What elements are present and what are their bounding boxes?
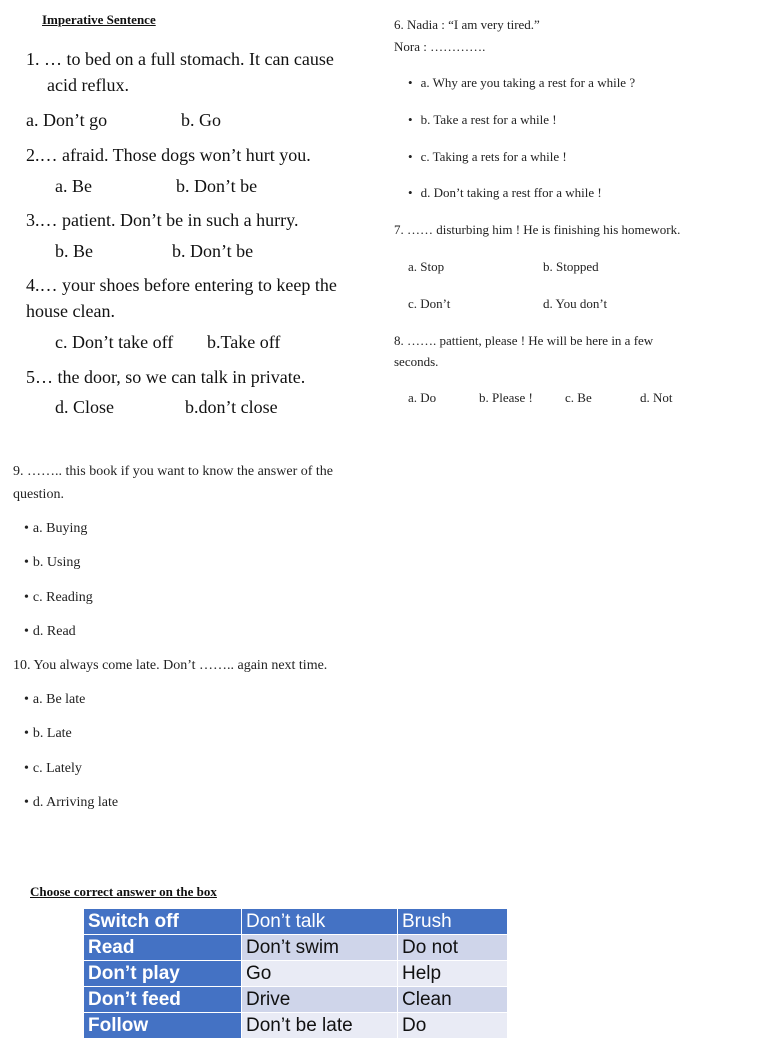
- answer-box-title: Choose correct answer on the box: [30, 884, 217, 899]
- question-9-line2: question.: [13, 487, 64, 502]
- question-9-line1: 9. …….. this book if you want to know the answer of the: [13, 464, 334, 479]
- question-5-option-b: b.don’t close: [185, 397, 278, 417]
- answer-box-row: [84, 987, 508, 1013]
- answer-box-cell: Brush: [398, 909, 508, 935]
- question-5-option-a: d. Close: [55, 397, 115, 417]
- question-6-option-d: • d. Don’t taking a rest ffor a while !: [408, 185, 602, 201]
- question-7-text: 7. …… disturbing him ! He is finishing his homework.: [394, 222, 681, 237]
- answer-box-table: [83, 908, 508, 1039]
- question-8-line1: 8. ……. pattient, please ! He will be here in a few: [394, 333, 654, 348]
- question-1-line2: acid reflux.: [47, 75, 129, 95]
- answer-box-row: [84, 935, 508, 961]
- question-8-option-b: b. Please !: [479, 390, 533, 405]
- answer-box-cell: Don’t play: [84, 961, 242, 987]
- question-7-option-c: c. Don’t: [408, 296, 451, 311]
- question-6-line1: 6. Nadia : “I am very tired.”: [394, 17, 540, 32]
- answer-box-cell: Help: [398, 961, 508, 987]
- question-10-option-a: • a. Be late: [24, 692, 85, 708]
- worksheet-title: Imperative Sentence: [42, 12, 156, 27]
- question-1-option-a: a. Don’t go: [26, 110, 108, 130]
- question-8-line2: seconds.: [394, 354, 439, 369]
- answer-box-cell: Read: [84, 935, 242, 961]
- question-6-option-a: • a. Why are you taking a rest for a while ?: [408, 75, 635, 91]
- question-4-option-a: c. Don’t take off: [55, 332, 174, 352]
- answer-box-cell: Follow: [84, 1013, 242, 1039]
- answer-box-cell: Don’t feed: [84, 987, 242, 1013]
- question-4-line1: 4.… your shoes before entering to keep the: [26, 275, 337, 295]
- answer-box-cell: Switch off: [84, 909, 242, 935]
- question-9-option-b: • b. Using: [24, 555, 80, 571]
- answer-box-row: [84, 1013, 508, 1039]
- question-2-line1: 2.… afraid. Those dogs won’t hurt you.: [26, 145, 311, 165]
- answer-box-row: [84, 961, 508, 987]
- question-7-option-a: a. Stop: [408, 259, 445, 274]
- answer-box-cell: Clean: [398, 987, 508, 1013]
- question-9-option-a: • a. Buying: [24, 521, 87, 537]
- question-9-option-c: • c. Reading: [24, 590, 93, 606]
- question-2-option-b: b. Don’t be: [176, 176, 258, 196]
- question-10-option-c: • c. Lately: [24, 761, 82, 777]
- answer-box-cell: Don’t talk: [242, 909, 398, 935]
- question-3-option-a: b. Be: [55, 241, 93, 261]
- question-8-option-a: a. Do: [408, 390, 437, 405]
- question-4-option-b: b.Take off: [207, 332, 281, 352]
- question-1-line1: 1. … to bed on a full stomach. It can cause: [26, 49, 334, 69]
- answer-box-row: [84, 909, 508, 935]
- question-9-option-d: • d. Read: [24, 624, 76, 640]
- question-3-line1: 3.… patient. Don’t be in such a hurry.: [26, 210, 299, 230]
- question-10-option-b: • b. Late: [24, 726, 72, 742]
- question-4-line2: house clean.: [26, 301, 115, 321]
- question-5-line1: 5… the door, so we can talk in private.: [26, 367, 306, 387]
- answer-box-cell: Don’t swim: [242, 935, 398, 961]
- question-1-option-b: b. Go: [181, 110, 221, 130]
- question-6-option-b: • b. Take a rest for a while !: [408, 112, 557, 128]
- answer-box-cell: Drive: [242, 987, 398, 1013]
- question-6-line2: Nora : ………….: [394, 39, 486, 54]
- question-2-option-a: a. Be: [55, 176, 92, 196]
- question-10-text: 10. You always come late. Don’t …….. again next time.: [13, 658, 328, 673]
- question-7-option-b: b. Stopped: [543, 259, 599, 274]
- question-10-option-d: • d. Arriving late: [24, 795, 118, 811]
- question-8-option-d: d. Not: [640, 390, 673, 405]
- question-7-option-d: d. You don’t: [543, 296, 608, 311]
- answer-box-cell: Go: [242, 961, 398, 987]
- question-8-option-c: c. Be: [565, 390, 592, 405]
- answer-box-cell: Do: [398, 1013, 508, 1039]
- answer-box-cell: Do not: [398, 935, 508, 961]
- answer-box-cell: Don’t be late: [242, 1013, 398, 1039]
- question-3-option-b: b. Don’t be: [172, 241, 254, 261]
- question-6-option-c: • c. Taking a rets for a while !: [408, 149, 567, 165]
